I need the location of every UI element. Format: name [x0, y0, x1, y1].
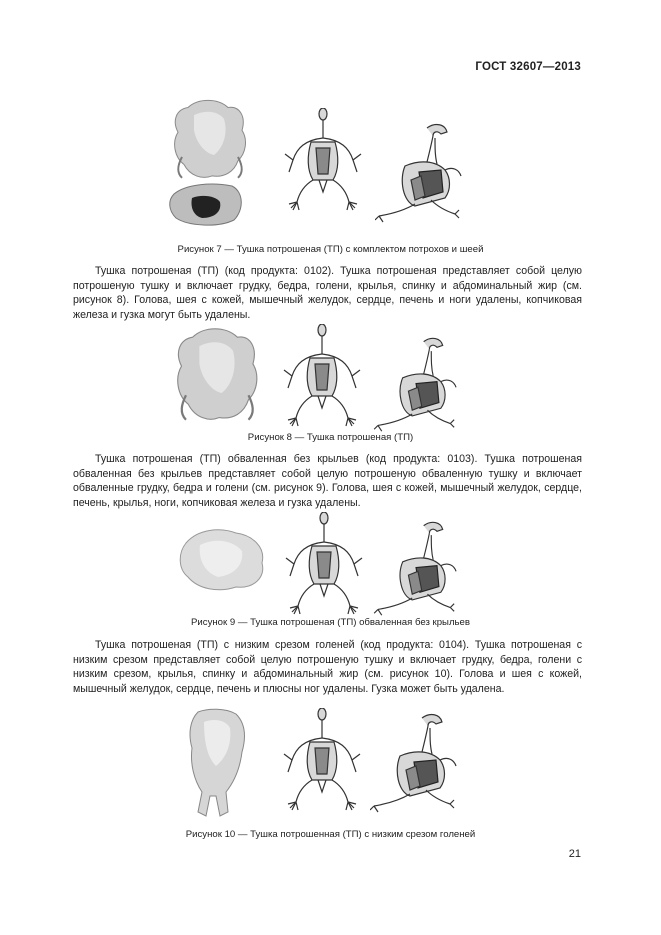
figure-7-skeleton-side [375, 120, 465, 225]
paragraph-tp-0104: Тушка потрошеная (ТП) с низким срезом голеней (код продукта: 0104). Тушка потрошеная с низким срезом представляет собой целую потрошеную тушку и включает грудку, бедра, голени с низким срезом, крылья, спинку и абдоминальный жир (см. рисунок 10). Голова и шея с кожей, мышечный желудок, сердце, печень и плюсны ног удалены. Гузка может быть удалена. [73, 639, 582, 695]
figure-8-skeleton-front [282, 324, 362, 429]
figure-7-carcass-photo [168, 98, 248, 228]
figure-7-caption: Рисунок 7 — Тушка потрошеная (ТП) с комплектом потрохов и шеей [177, 244, 484, 255]
figure-10-carcass-photo [180, 708, 258, 818]
figure-8-caption: Рисунок 8 — Тушка потрошеная (ТП) [247, 432, 414, 443]
figure-9-skeleton-front [284, 512, 364, 617]
figure-9-skeleton-side [372, 518, 462, 618]
figure-8-skeleton-side [372, 334, 462, 434]
figure-10-skeleton-side [370, 710, 460, 815]
figure-7-skeleton-front [283, 108, 363, 213]
figure-8-carcass-photo [170, 326, 260, 422]
paragraph-tp-0103: Тушка потрошеная (ТП) обваленная без крыльев (код продукта: 0103). Тушка потрошеная обваленная без крыльев представляет собой целую потрошеную обваленную тушку и включает обваленные грудку, бедра и голени (см. рисунок 9). Голова, шея с кожей, мышечный желудок, сердце, печень, крылья, ноги, копчиковая железа и гузка удалены. [73, 453, 582, 509]
page-number: 21 [568, 848, 581, 860]
paragraph-tp-0102: Тушка потрошеная (ТП) (код продукта: 0102). Тушка потрошеная представляет собой целую потрошеную тушку и включает грудку, бедра, голени, крылья, спинку и абдоминальный жир (см. рисунок 8). Голова, шея с кожей, мышечный желудок, сердце, печень и ноги удалены, копчиковая железа и гузка могут быть удалены. [73, 265, 582, 321]
figure-9-boneless-photo [176, 525, 268, 593]
figure-10-caption: Рисунок 10 — Тушка потрошенная (ТП) с низким срезом голеней [185, 829, 476, 840]
figure-10-skeleton-front [282, 708, 362, 813]
figure-9-caption: Рисунок 9 — Тушка потрошеная (ТП) обваленная без крыльев [191, 617, 470, 628]
document-header: ГОСТ 32607—2013 [475, 61, 581, 73]
